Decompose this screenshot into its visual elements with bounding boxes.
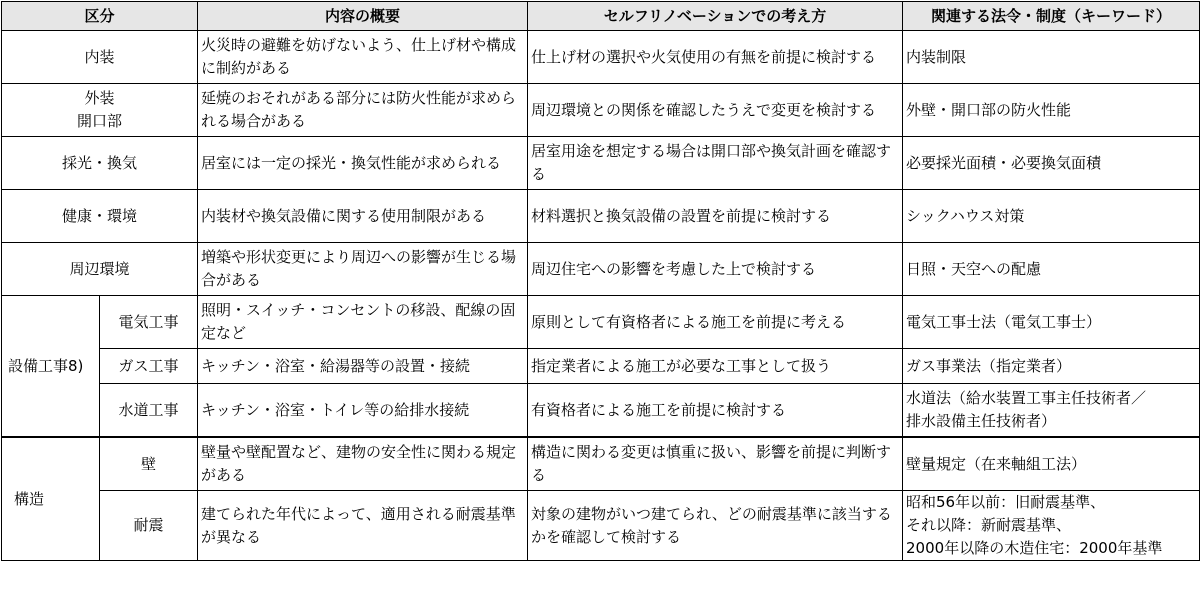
table-row-interior xyxy=(2,31,1200,84)
table-row-health xyxy=(2,190,1200,243)
header-approach: セルフリノベーションでの考え方 xyxy=(528,2,903,31)
table-row-electric xyxy=(2,296,1200,349)
laws-line: 昭和56年以前：旧耐震基準、 xyxy=(906,493,1106,511)
table-row-surroundings xyxy=(2,243,1200,296)
category-cell xyxy=(2,84,198,137)
regulations-table xyxy=(1,1,1200,561)
approach-cell: 指定業者による施工が必要な工事として扱う xyxy=(528,349,903,384)
group-cell-equipment: 設備工事8) xyxy=(2,296,100,438)
header-category: 区分 xyxy=(2,2,198,31)
summary-cell: 増築や形状変更により周辺への影響が生じる場合がある xyxy=(198,243,528,296)
laws-cell: 外壁・開口部の防火性能 xyxy=(903,84,1200,137)
table-row-water xyxy=(2,384,1200,438)
laws-cell xyxy=(903,384,1200,438)
laws-cell: 電気工事士法（電気工事士） xyxy=(903,296,1200,349)
table-row-seismic xyxy=(2,491,1200,561)
header-summary: 内容の概要 xyxy=(198,2,528,31)
summary-cell: キッチン・浴室・トイレ等の給排水接続 xyxy=(198,384,528,438)
group-cell-structure: 構造 xyxy=(2,437,100,561)
category-cell: 健康・環境 xyxy=(2,190,198,243)
approach-cell: 材料選択と換気設備の設置を前提に検討する xyxy=(528,190,903,243)
approach-cell: 対象の建物がいつ建てられ、どの耐震基準に該当するかを確認して検討する xyxy=(528,491,903,561)
category-cell: 周辺環境 xyxy=(2,243,198,296)
laws-line: 排水設備主任技術者） xyxy=(906,412,1057,430)
table-header-row xyxy=(2,2,1200,31)
approach-cell: 周辺環境との関係を確認したうえで変更を検討する xyxy=(528,84,903,137)
approach-cell: 居室用途を想定する場合は開口部や換気計画を確認する xyxy=(528,137,903,190)
laws-line: 2000年以降の木造住宅：2000年基準 xyxy=(906,539,1163,557)
laws-cell: ガス事業法（指定業者） xyxy=(903,349,1200,384)
summary-cell: 内装材や換気設備に関する使用制限がある xyxy=(198,190,528,243)
table-row-lighting xyxy=(2,137,1200,190)
laws-line: それ以降：新耐震基準、 xyxy=(906,516,1072,534)
table-row-exterior xyxy=(2,84,1200,137)
laws-line: 水道法（給水装置工事主任技術者／ xyxy=(906,389,1147,407)
laws-cell: シックハウス対策 xyxy=(903,190,1200,243)
approach-cell: 周辺住宅への影響を考慮した上で検討する xyxy=(528,243,903,296)
table-row-gas xyxy=(2,349,1200,384)
summary-cell: 火災時の避難を妨げないよう、仕上げ材や構成に制約がある xyxy=(198,31,528,84)
summary-cell: 壁量や壁配置など、建物の安全性に関わる規定がある xyxy=(198,437,528,491)
laws-cell: 壁量規定（在来軸組工法） xyxy=(903,437,1200,491)
laws-cell: 必要採光面積・必要換気面積 xyxy=(903,137,1200,190)
summary-cell: キッチン・浴室・給湯器等の設置・接続 xyxy=(198,349,528,384)
subcategory-cell: 壁 xyxy=(100,437,198,491)
approach-cell: 仕上げ材の選択や火気使用の有無を前提に検討する xyxy=(528,31,903,84)
header-laws: 関連する法令・制度（キーワード） xyxy=(903,2,1200,31)
summary-cell: 延焼のおそれがある部分には防火性能が求められる場合がある xyxy=(198,84,528,137)
category-cell: 採光・換気 xyxy=(2,137,198,190)
category-line: 外装 xyxy=(84,89,115,107)
table-row-wall xyxy=(2,437,1200,491)
approach-cell: 原則として有資格者による施工を前提に考える xyxy=(528,296,903,349)
subcategory-cell: 水道工事 xyxy=(100,384,198,438)
summary-cell: 照明・スイッチ・コンセントの移設、配線の固定など xyxy=(198,296,528,349)
subcategory-cell: ガス工事 xyxy=(100,349,198,384)
laws-cell: 内装制限 xyxy=(903,31,1200,84)
subcategory-cell: 耐震 xyxy=(100,491,198,561)
subcategory-cell: 電気工事 xyxy=(100,296,198,349)
category-cell: 内装 xyxy=(2,31,198,84)
approach-cell: 有資格者による施工を前提に検討する xyxy=(528,384,903,438)
category-line: 開口部 xyxy=(77,112,123,130)
laws-cell xyxy=(903,491,1200,561)
summary-cell: 建てられた年代によって、適用される耐震基準が異なる xyxy=(198,491,528,561)
approach-cell: 構造に関わる変更は慎重に扱い、影響を前提に判断する xyxy=(528,437,903,491)
summary-cell: 居室には一定の採光・換気性能が求められる xyxy=(198,137,528,190)
laws-cell: 日照・天空への配慮 xyxy=(903,243,1200,296)
